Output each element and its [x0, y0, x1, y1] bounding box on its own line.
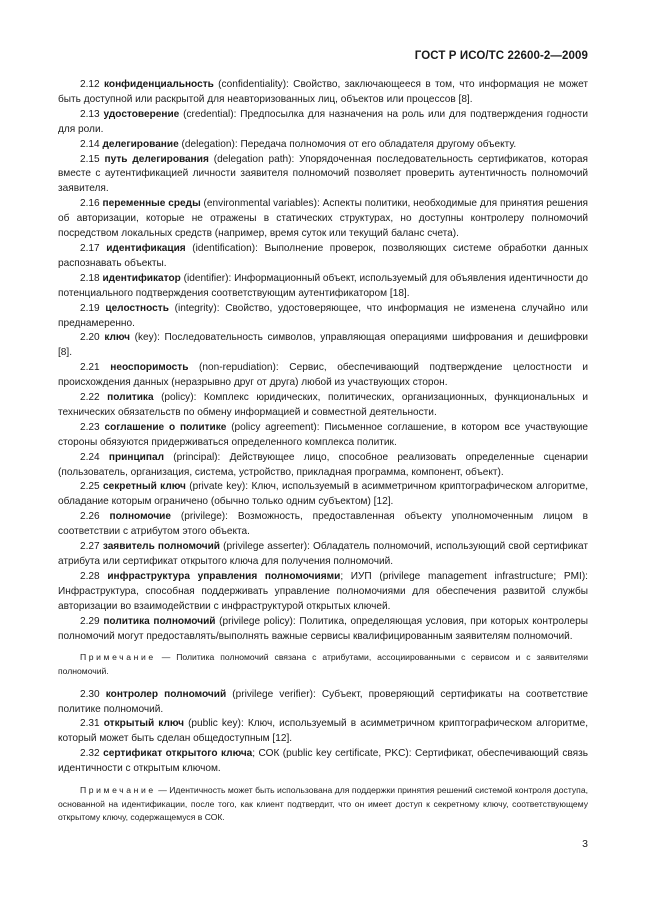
definition-number: 2.25	[80, 481, 100, 493]
definition-number: 2.31	[80, 718, 100, 730]
definition-number: 2.29	[80, 615, 100, 627]
definition-entry	[58, 540, 588, 570]
definition-text: ; ИУП (privilege management infrastructure; PMI): Инфраструктура, способная поддерживать управление полномочиями для обеспечения развитой службы авторизации во взаимодействии с инфраструктурой открытых ключей.	[58, 570, 588, 612]
definition-text: (confidentiality): Свойство, заключающееся в том, что информация не может быть доступной или раскрытой для неавторизованных лиц, объектов или процессов [8].	[58, 79, 588, 105]
definition-number: 2.30	[80, 688, 100, 700]
definition-term: ключ	[104, 332, 130, 344]
definitions-list	[58, 78, 588, 644]
document-header: ГОСТ Р ИСО/ТС 22600-2—2009	[414, 50, 588, 62]
note-paragraph	[58, 784, 588, 825]
definition-entry	[58, 108, 588, 138]
definition-number: 2.18	[80, 272, 100, 284]
definition-number: 2.17	[80, 242, 100, 254]
definition-term: заявитель полномочий	[102, 541, 221, 553]
definition-number: 2.16	[80, 198, 100, 210]
definition-entry	[58, 242, 588, 272]
definition-text: (privilege): Возможность, предоставленная объекту уполномоченным лицом в соответствии с атрибутом этого объекта.	[58, 511, 588, 538]
definition-number: 2.14	[80, 138, 100, 150]
definition-number: 2.32	[80, 748, 100, 760]
definition-entry	[58, 510, 588, 540]
definition-text: (integrity): Свойство, удостоверяющее, что информация не изменена случайно или преднамеренно.	[58, 302, 588, 329]
definition-entry	[58, 272, 588, 302]
note-text: — Идентичность может быть использована для поддержки принятия решений системой контроля доступа, основанной на идентификации, после того, как клиент подтвердит, что он имеет доступ к секретному ключу, соответствующему открытому ключу, содержащемуся в СОК.	[58, 785, 588, 823]
definition-term: политика полномочий	[103, 615, 216, 627]
definition-term: открытый ключ	[103, 718, 184, 730]
definition-text: (identification): Выполнение проверок, позволяющих системе обработки данных распознавать объекты.	[58, 242, 588, 269]
definition-term: переменные среды	[102, 198, 201, 210]
definition-number: 2.26	[80, 511, 100, 523]
definition-term: конфиденциальность	[103, 79, 214, 90]
definition-term: идентификация	[106, 242, 186, 254]
definition-text: (principal): Действующее лицо, способное реализовать определенные сценарии (пользователь, организация, система, устройство, прикладная программа, компонент, объект).	[58, 451, 588, 478]
definition-entry	[58, 717, 588, 747]
definition-entry	[58, 78, 588, 108]
definitions-list	[58, 688, 588, 777]
definition-number: 2.28	[80, 570, 100, 582]
definition-text: (identifier): Информационный объект, используемый для объявления идентичности до потенциального подтверждения соответствующим аутентификатором [18].	[58, 272, 588, 299]
definition-term: инфраструктура управления полномочиями	[107, 570, 341, 582]
definition-entry	[58, 570, 588, 615]
definition-entry	[58, 747, 588, 777]
definition-term: контролер полномочий	[105, 688, 227, 700]
definition-term: неоспоримость	[110, 362, 189, 374]
definition-text: (environmental variables): Аспекты политики, необходимые для принятия решения об авторизации, которые не отражены в статических структурах, но доступны контролеру полномочий посредством локальных средств (например, время суток или текущий баланс счета).	[58, 198, 588, 240]
definition-entry	[58, 421, 588, 451]
definition-entry	[58, 451, 588, 481]
definition-text: (policy): Комплекс юридических, политических, организационных, функциональных и технических обязательств по обмену информацией и совместной деятельности.	[58, 392, 588, 418]
definition-term: идентификатор	[102, 272, 181, 284]
definition-text: (delegation): Передача полномочия от его обладателя другому объекту.	[178, 138, 517, 150]
definition-term: соглашение о политике	[104, 421, 227, 433]
definition-entry	[58, 361, 588, 391]
definition-text: ; СОК (public key certificate, PKC): Сертификат, обеспечивающий связь идентичности с открытым ключом.	[58, 748, 588, 775]
definition-text: (delegation path): Упорядоченная последовательность сертификатов, которая вместе с аутентификацией личности заявителя полномочий позволяет проверить аутентичность полномочий заявителя.	[58, 153, 588, 195]
definition-term: секретный ключ	[103, 481, 186, 493]
definition-text: (private key): Ключ, используемый в асимметричном криптографическом алгоритме, обладание которым ограничено (обычно только одним субъектом) [12].	[58, 481, 589, 508]
definition-number: 2.20	[80, 332, 100, 344]
definition-number: 2.13	[80, 108, 100, 120]
definition-number: 2.21	[80, 362, 100, 374]
definition-term: удостоверение	[103, 108, 180, 120]
definition-text: (privilege verifier): Субъект, проверяющий сертификаты на соответствие политике полномочий.	[58, 688, 588, 715]
note-text: — Политика полномочий связана с атрибутами, ассоциированными с сервисом и с заявителями полномочий.	[58, 652, 588, 677]
definition-number: 2.12	[80, 79, 100, 90]
definition-entry	[58, 615, 588, 645]
definition-term: путь делегирования	[104, 153, 209, 165]
definition-entry	[58, 302, 588, 332]
page-number: 3	[582, 838, 588, 850]
definition-text: (public key): Ключ, используемый в асимметричном криптографическом алгоритме, который может быть сделан общедоступным [12].	[58, 718, 589, 745]
definition-entry	[58, 331, 588, 361]
definition-entry	[58, 153, 588, 198]
definition-term: политика	[107, 392, 154, 404]
definition-text: (non-repudiation): Сервис, обеспечивающий подтверждение целостности и происхождения данных (неразрывно друг от друга) любой из участвующих сторон.	[58, 362, 589, 389]
definition-term: делегирование	[102, 138, 179, 150]
definition-text: (credential): Предпосылка для назначения на роль или для подтверждения годности для роли.	[58, 108, 588, 135]
definitions-body	[58, 78, 588, 834]
definition-number: 2.15	[80, 153, 100, 165]
definition-number: 2.27	[80, 541, 100, 553]
definition-term: сертификат открытого ключа	[103, 748, 253, 760]
definition-term: целостность	[105, 302, 169, 314]
definition-entry	[58, 480, 588, 510]
definition-text: (policy agreement): Письменное соглашение, в котором все участвующие стороны обязуются придерживаться определенного комплекса политик.	[58, 421, 588, 448]
definition-entry	[58, 138, 588, 153]
note-paragraph	[58, 651, 588, 678]
definition-number: 2.24	[80, 451, 100, 463]
note-label: Примечание	[80, 785, 156, 796]
definition-number: 2.19	[80, 302, 100, 314]
definition-number: 2.22	[80, 392, 100, 404]
definition-text: (privilege asserter): Обладатель полномочий, использующий свой сертификат атрибута или сертификат открытого ключа для получения полномочий.	[58, 541, 588, 567]
definition-number: 2.23	[80, 421, 100, 433]
definition-text: (privilege policy): Политика, определяющая условия, при которых контролеры полномочий могут предоставлять/выполнять важные сервисы квалифицированным заявителям полномочий.	[58, 615, 588, 642]
definition-entry	[58, 391, 588, 421]
definition-text: (key): Последовательность символов, управляющая операциями шифрования и дешифровки [8].	[58, 332, 589, 359]
definition-entry	[58, 197, 588, 242]
definition-entry	[58, 688, 588, 718]
definition-term: полномочие	[109, 511, 171, 523]
definition-term: принципал	[108, 451, 164, 463]
note-label: Примечание	[80, 652, 156, 663]
